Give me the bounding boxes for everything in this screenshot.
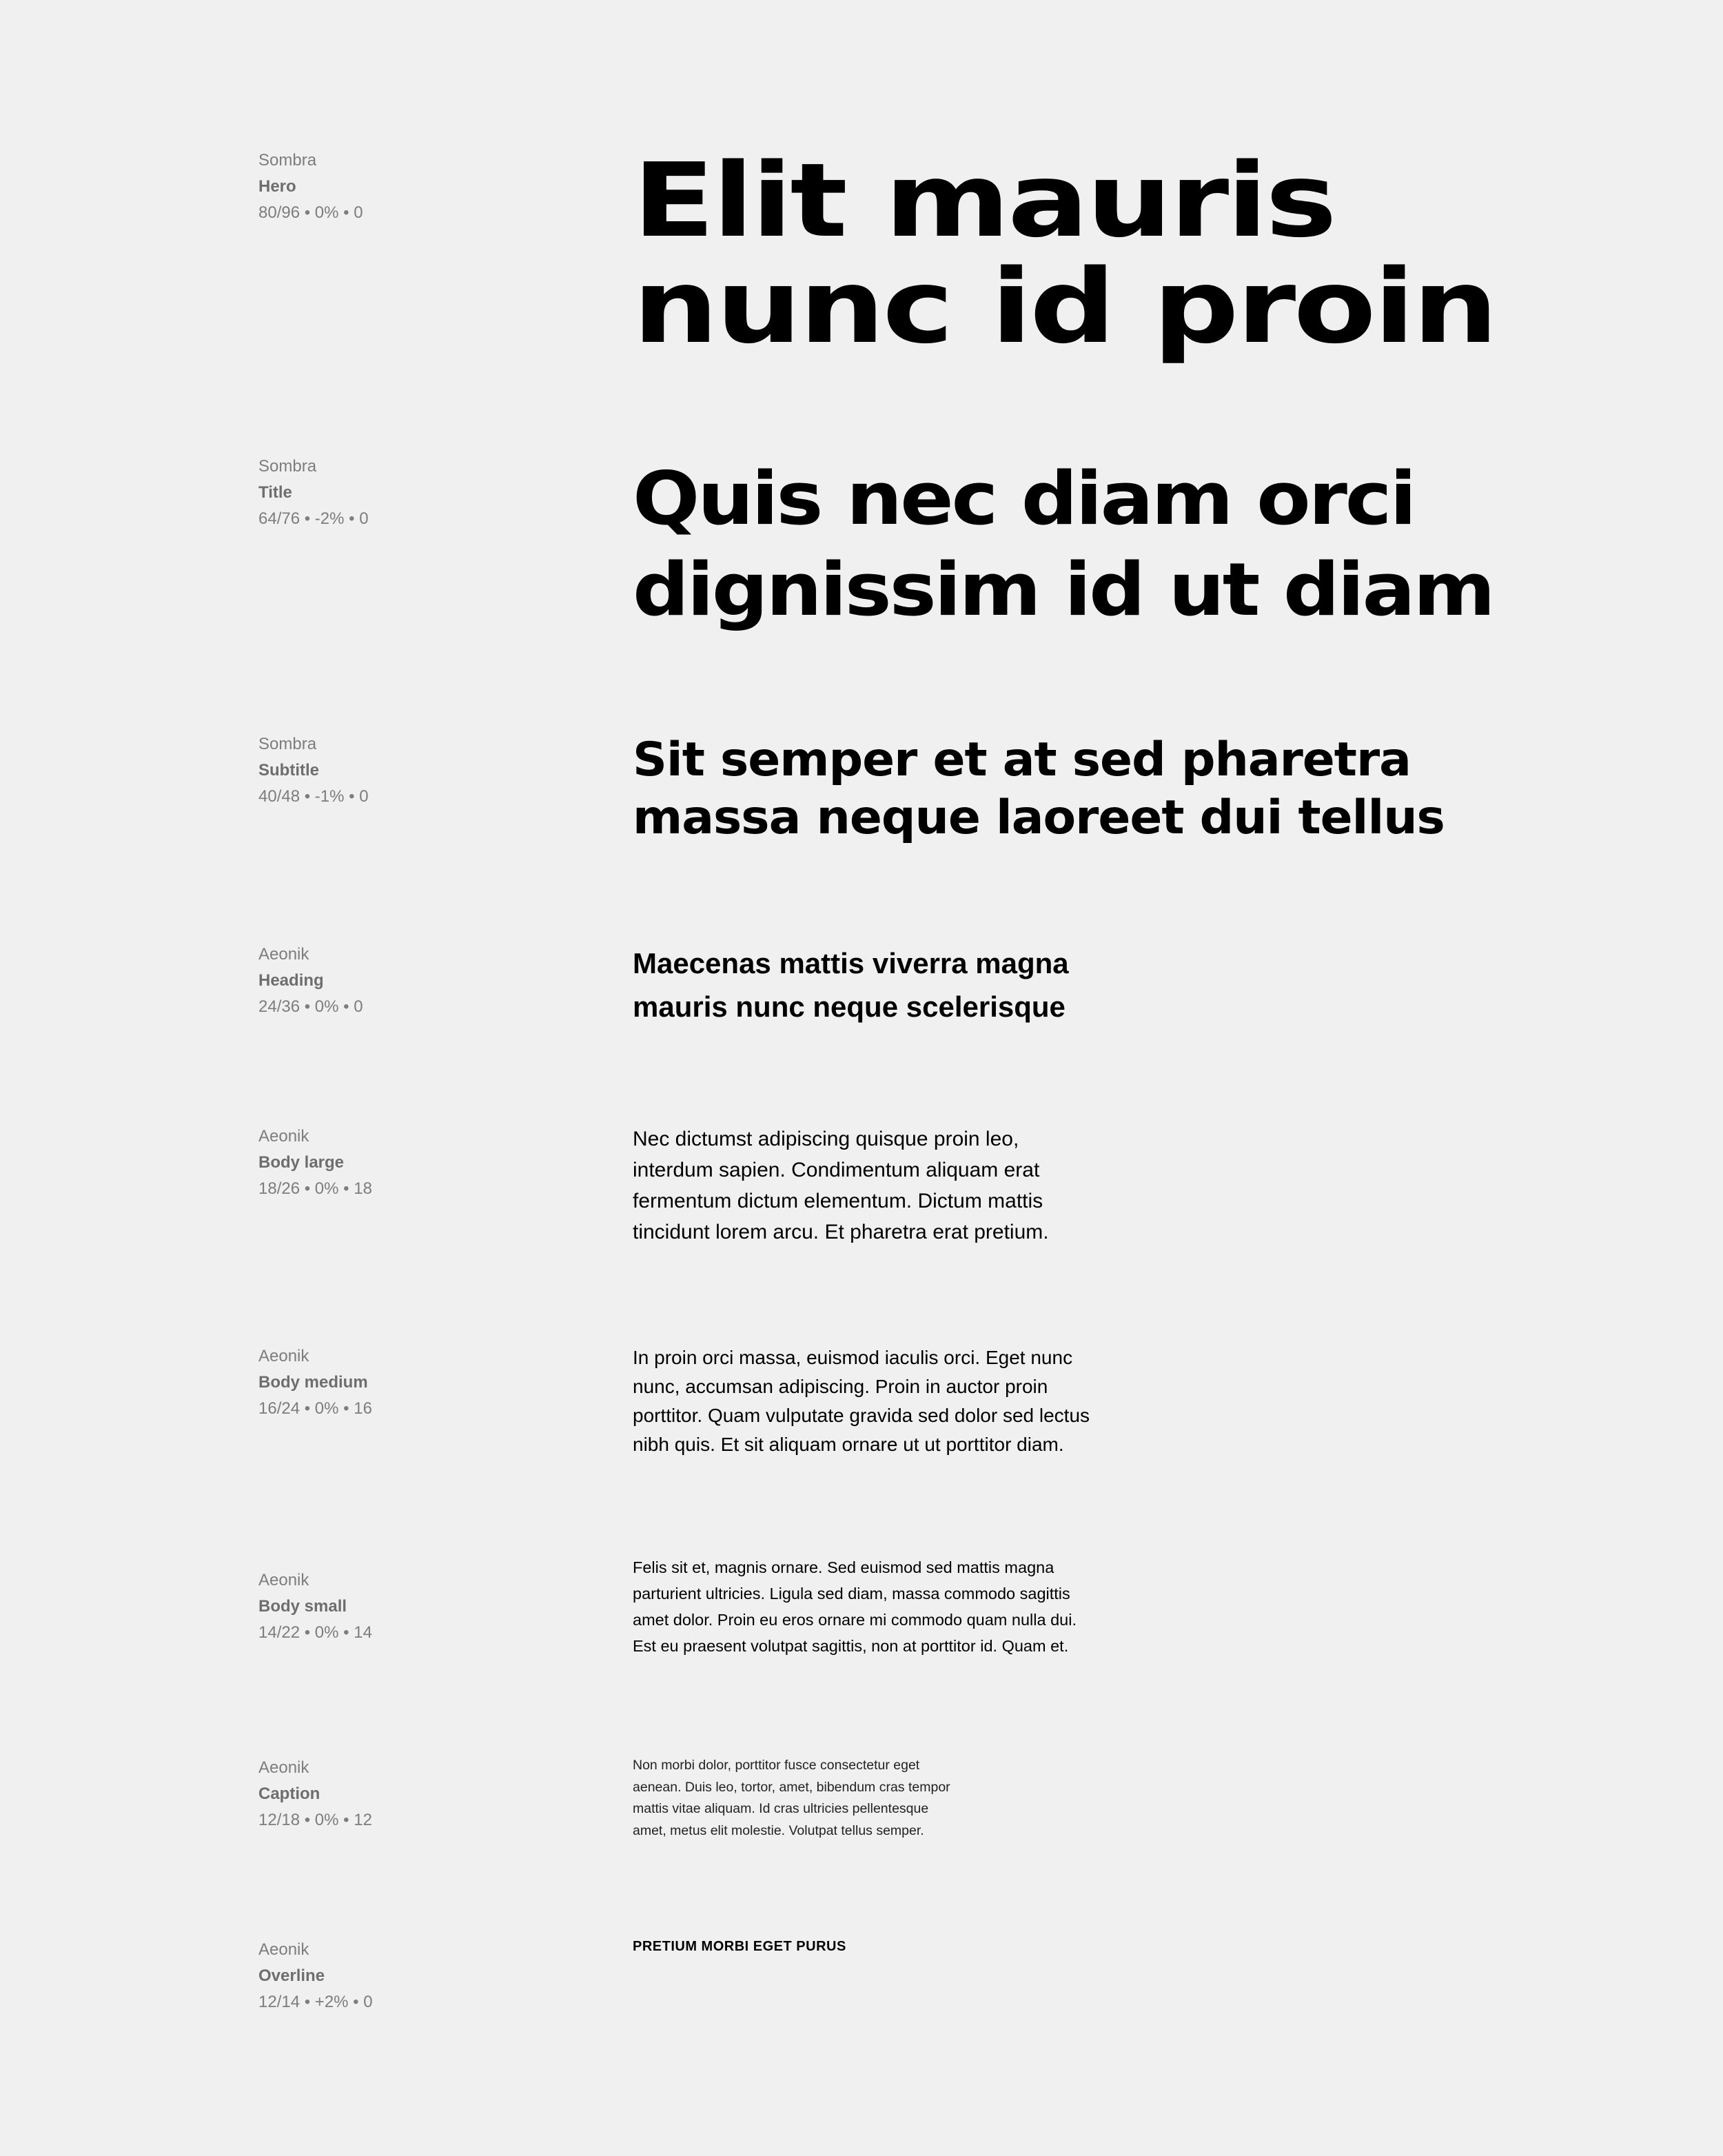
sample-line: dignissim id ut diam (633, 547, 1493, 632)
style-name-label: Overline (258, 1966, 325, 1985)
sample-line: fermentum dictum elementum. Dictum mattis (633, 1190, 1043, 1212)
style-name-label: Caption (258, 1784, 320, 1803)
sample-line: nibh quis. Et sit aliquam ornare ut ut porttitor diam. (633, 1434, 1064, 1455)
body-large-sample-text (633, 1123, 1108, 1248)
sample-line: interdum sapien. Condimentum aliquam erat (633, 1159, 1040, 1181)
type-style-meta (258, 148, 603, 226)
style-spec-label: 80/96 • 0% • 0 (258, 203, 363, 222)
sample-line: Nec dictumst adipiscing quisque proin leo, (633, 1128, 1019, 1150)
style-spec-label: 24/36 • 0% • 0 (258, 997, 363, 1016)
sample-line: PRETIUM MORBI EGET PURUS (633, 1939, 846, 1954)
style-spec-label: 64/76 • -2% • 0 (258, 509, 369, 528)
style-spec-label: 40/48 • -1% • 0 (258, 787, 369, 806)
sample-line: Est eu praesent volutpat sagittis, non at porttitor id. Quam et. (633, 1637, 1069, 1655)
subtitle-sample-text (633, 731, 1476, 847)
font-family-label: Sombra (258, 735, 317, 753)
hero-sample-text (633, 141, 1690, 366)
sample-line: parturient ultricies. Ligula sed diam, massa commodo sagittis (633, 1585, 1070, 1603)
type-style-meta (258, 1755, 603, 1833)
type-style-meta (258, 1343, 603, 1422)
style-spec-label: 12/18 • 0% • 12 (258, 1811, 372, 1829)
sample-line: Non morbi dolor, porttitor fusce consectetur eget (633, 1758, 920, 1773)
sample-line: mauris nunc neque scelerisque (633, 990, 1066, 1023)
sample-line: nunc, accumsan adipiscing. Proin in auctor proin (633, 1376, 1048, 1397)
caption-sample-text (633, 1755, 991, 1842)
type-style-meta (258, 942, 603, 1020)
sample-line: Maecenas mattis viverra magna (633, 947, 1069, 979)
type-style-meta (258, 1937, 603, 2015)
type-style-meta (258, 1567, 603, 1646)
sample-line: massa neque laoreet dui tellus (633, 791, 1445, 845)
sample-line: amet dolor. Proin eu eros ornare mi commodo quam nulla dui. (633, 1611, 1077, 1629)
font-family-label: Aeonik (258, 1758, 309, 1777)
font-family-label: Sombra (258, 457, 317, 476)
sample-line: Elit mauris (633, 141, 1335, 260)
style-spec-label: 12/14 • +2% • 0 (258, 1993, 373, 2011)
style-name-label: Body large (258, 1153, 345, 1172)
style-name-label: Subtitle (258, 761, 319, 780)
font-family-label: Aeonik (258, 1127, 309, 1146)
font-family-label: Aeonik (258, 1347, 309, 1365)
overline-sample-text (633, 1937, 1046, 1956)
type-style-meta (258, 1123, 603, 1202)
font-family-label: Sombra (258, 151, 317, 170)
sample-line: Felis sit et, magnis ornare. Sed euismod sed mattis magna (633, 1558, 1054, 1576)
font-family-label: Aeonik (258, 1571, 309, 1589)
body-small-sample-text (633, 1554, 1108, 1659)
style-name-label: Body medium (258, 1373, 368, 1392)
sample-line: tincidunt lorem arcu. Et pharetra erat pretium. (633, 1221, 1049, 1243)
sample-line: porttitor. Quam vulputate gravida sed dolor sed lectus (633, 1405, 1090, 1426)
style-spec-label: 18/26 • 0% • 18 (258, 1179, 372, 1198)
style-name-label: Hero (258, 177, 296, 196)
font-family-label: Aeonik (258, 1940, 309, 1959)
style-name-label: Body small (258, 1597, 347, 1616)
sample-line: amet, metus elit molestie. Volutpat tellus semper. (633, 1822, 924, 1838)
body-medium-sample-text (633, 1343, 1108, 1459)
sample-line: In proin orci massa, euismod iaculis orci. Eget nunc (633, 1347, 1073, 1368)
style-spec-label: 16/24 • 0% • 16 (258, 1399, 372, 1418)
title-sample-text (633, 454, 1526, 635)
type-style-meta (258, 731, 603, 810)
sample-line: Sit semper et at sed pharetra (633, 733, 1411, 787)
heading-sample-text (633, 942, 1143, 1028)
sample-line: Quis nec diam orci (633, 456, 1415, 541)
style-name-label: Title (258, 483, 292, 502)
style-name-label: Heading (258, 971, 324, 990)
type-style-meta (258, 454, 603, 532)
font-family-label: Aeonik (258, 945, 309, 964)
sample-line: mattis vitae aliquam. Id cras ultricies pellentesque (633, 1801, 929, 1816)
sample-line: aenean. Duis leo, tortor, amet, bibendum cras tempor (633, 1779, 950, 1795)
style-spec-label: 14/22 • 0% • 14 (258, 1623, 372, 1642)
sample-line: nunc id proin (633, 247, 1496, 366)
